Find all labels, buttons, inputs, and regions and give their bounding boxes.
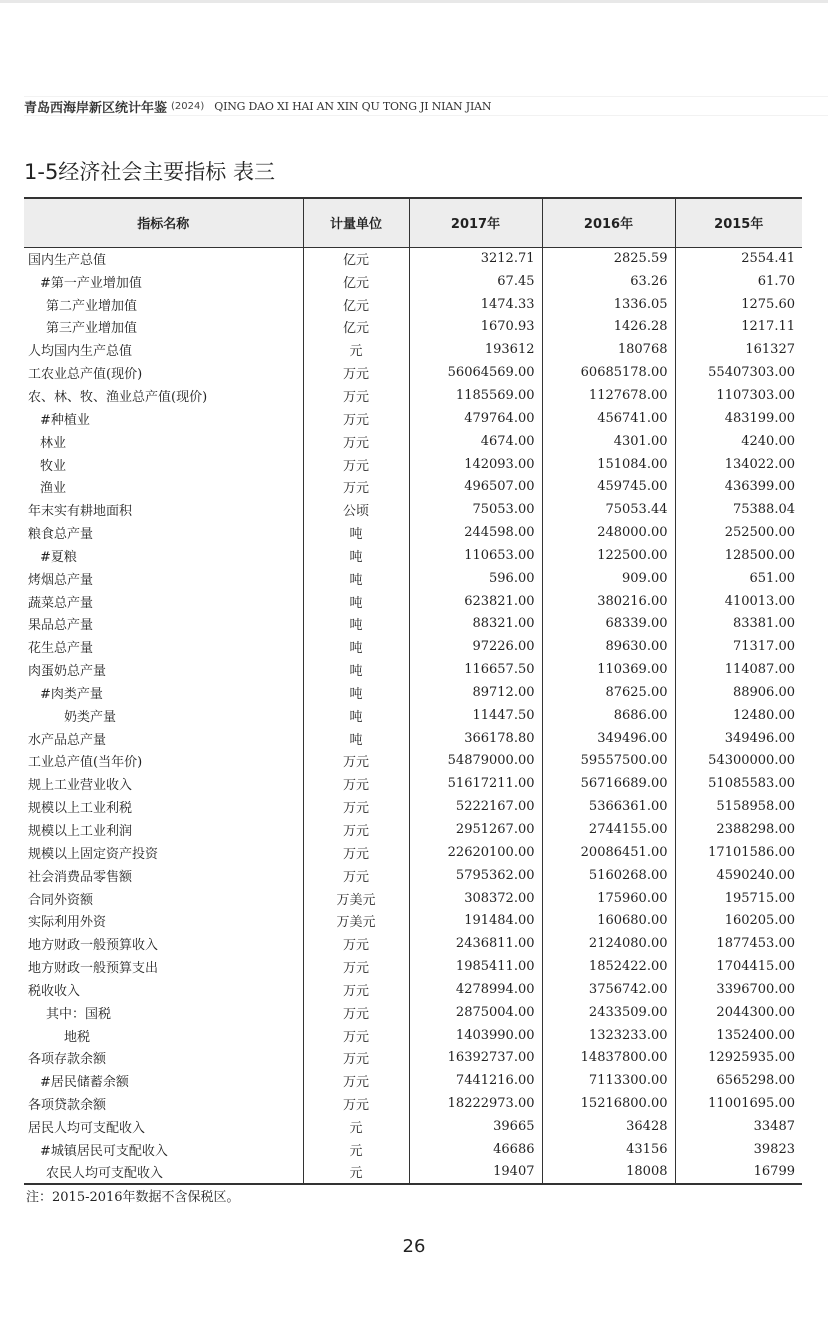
value-2016: 87625.00 bbox=[542, 681, 675, 704]
value-2017: 1474.33 bbox=[409, 293, 542, 316]
value-2017: 4674.00 bbox=[409, 430, 542, 453]
value-2016: 1323233.00 bbox=[542, 1024, 675, 1047]
indicator-name: 果品总产量 bbox=[24, 613, 303, 636]
table-row bbox=[24, 704, 802, 727]
value-2016: 18008 bbox=[542, 1161, 675, 1184]
value-2017: 191484.00 bbox=[409, 909, 542, 932]
unit-cell: 亿元 bbox=[303, 316, 409, 339]
col-header-2016: 2016年 bbox=[542, 198, 675, 247]
value-2016: 456741.00 bbox=[542, 407, 675, 430]
table-row bbox=[24, 772, 802, 795]
indicator-name: #夏粮 bbox=[24, 544, 303, 567]
unit-cell: 万美元 bbox=[303, 909, 409, 932]
page-number: 26 bbox=[402, 1236, 426, 1257]
value-2015: 483199.00 bbox=[724, 410, 795, 426]
value-2015: 349496.00 bbox=[724, 730, 795, 746]
value-2015: 410013.00 bbox=[724, 593, 795, 609]
value-2017: 496507.00 bbox=[409, 475, 542, 498]
value-2017: 51617211.00 bbox=[409, 772, 542, 795]
unit-cell: 吨 bbox=[303, 658, 409, 681]
indicator-name: 林业 bbox=[24, 430, 303, 453]
value-2017: 3212.71 bbox=[409, 247, 542, 270]
unit-cell: 万元 bbox=[303, 384, 409, 407]
value-2016: 151084.00 bbox=[542, 453, 675, 476]
value-2016: 14837800.00 bbox=[542, 1047, 675, 1070]
value-2017: 19407 bbox=[409, 1161, 542, 1184]
indicator-name: 农民人均可支配收入 bbox=[24, 1161, 303, 1184]
table-row bbox=[24, 338, 802, 361]
unit-cell: 万元 bbox=[303, 750, 409, 773]
indicator-name: 牧业 bbox=[24, 453, 303, 476]
value-2017: 4278994.00 bbox=[409, 978, 542, 1001]
indicator-name: #第一产业增加值 bbox=[24, 270, 303, 293]
indicator-name: #城镇居民可支配收入 bbox=[24, 1138, 303, 1161]
table-row bbox=[24, 384, 802, 407]
value-2017: 110653.00 bbox=[409, 544, 542, 567]
indicator-name: 工业总产值(当年价) bbox=[24, 750, 303, 773]
unit-cell: 万元 bbox=[303, 430, 409, 453]
value-2017: 2875004.00 bbox=[409, 1001, 542, 1024]
col-header-name: 指标名称 bbox=[24, 198, 303, 247]
value-2017: 5222167.00 bbox=[409, 795, 542, 818]
value-2017: 11447.50 bbox=[409, 704, 542, 727]
unit-cell: 万元 bbox=[303, 453, 409, 476]
table-row bbox=[24, 955, 802, 978]
unit-cell: 万元 bbox=[303, 1069, 409, 1092]
indicator-name: 农、林、牧、渔业总产值(现价) bbox=[24, 384, 303, 407]
yearbook-title-cn: 青岛西海岸新区统计年鉴 bbox=[24, 100, 168, 116]
value-2015: 160205.00 bbox=[724, 913, 795, 929]
col-header-unit: 计量单位 bbox=[303, 198, 409, 247]
table-row bbox=[24, 1024, 802, 1047]
value-2015: 195715.00 bbox=[724, 890, 795, 906]
indicator-name: 人均国内生产总值 bbox=[24, 338, 303, 361]
table-row bbox=[24, 795, 802, 818]
indicator-name: 其中：国税 bbox=[24, 1001, 303, 1024]
value-2015: 1107303.00 bbox=[716, 387, 795, 403]
indicator-name: 工农业总产值(现价) bbox=[24, 361, 303, 384]
value-2015: 2554.41 bbox=[741, 251, 795, 267]
value-2015: 6565298.00 bbox=[716, 1073, 795, 1089]
table-row bbox=[24, 1047, 802, 1070]
value-2015: 651.00 bbox=[749, 570, 795, 586]
table-row bbox=[24, 521, 802, 544]
value-2015: 75388.04 bbox=[732, 502, 795, 518]
value-2016: 1426.28 bbox=[542, 316, 675, 339]
col-header-2017: 2017年 bbox=[409, 198, 542, 247]
value-2017: 623821.00 bbox=[409, 590, 542, 613]
value-2016: 248000.00 bbox=[542, 521, 675, 544]
indicator-name: 粮食总产量 bbox=[24, 521, 303, 544]
unit-cell: 元 bbox=[303, 1161, 409, 1184]
value-2015: 88906.00 bbox=[732, 684, 795, 700]
table-row bbox=[24, 316, 802, 339]
value-2016: 5160268.00 bbox=[542, 864, 675, 887]
value-2016: 60685178.00 bbox=[542, 361, 675, 384]
table-row bbox=[24, 567, 802, 590]
unit-cell: 万元 bbox=[303, 1047, 409, 1070]
value-2015: 128500.00 bbox=[724, 547, 795, 563]
indicator-name: 合同外资额 bbox=[24, 887, 303, 910]
indicator-name: 水产品总产量 bbox=[24, 727, 303, 750]
value-2016: 1852422.00 bbox=[542, 955, 675, 978]
value-2015: 1704415.00 bbox=[716, 959, 795, 975]
yearbook-title-en: QING DAO XI HAI AN XIN QU TONG JI NIAN JIAN bbox=[214, 99, 492, 113]
table-row bbox=[24, 1115, 802, 1138]
table-row bbox=[24, 1138, 802, 1161]
value-2016: 75053.44 bbox=[542, 498, 675, 521]
value-2015: 4240.00 bbox=[741, 433, 795, 449]
value-2017: 67.45 bbox=[409, 270, 542, 293]
table-note: 注：2015-2016年数据不含保税区。 bbox=[26, 1190, 240, 1205]
value-2015: 161327 bbox=[745, 342, 795, 358]
value-2016: 175960.00 bbox=[542, 887, 675, 910]
table-row bbox=[24, 453, 802, 476]
value-2016: 122500.00 bbox=[542, 544, 675, 567]
unit-cell: 万元 bbox=[303, 864, 409, 887]
value-2016: 459745.00 bbox=[542, 475, 675, 498]
value-2017: 56064569.00 bbox=[409, 361, 542, 384]
value-2016: 110369.00 bbox=[542, 658, 675, 681]
value-2015: 1877453.00 bbox=[716, 936, 795, 952]
indicator-name: 规模以上工业利税 bbox=[24, 795, 303, 818]
table-body bbox=[24, 247, 802, 1184]
value-2016: 68339.00 bbox=[542, 613, 675, 636]
table-row bbox=[24, 864, 802, 887]
table-row bbox=[24, 361, 802, 384]
table-row bbox=[24, 1161, 802, 1184]
value-2015: 17101586.00 bbox=[708, 844, 795, 860]
value-2015: 12480.00 bbox=[732, 707, 795, 723]
value-2017: 54879000.00 bbox=[409, 750, 542, 773]
table-row bbox=[24, 407, 802, 430]
value-2017: 39665 bbox=[409, 1115, 542, 1138]
value-2015: 4590240.00 bbox=[716, 867, 795, 883]
value-2016: 20086451.00 bbox=[542, 841, 675, 864]
unit-cell: 万元 bbox=[303, 932, 409, 955]
table-row bbox=[24, 635, 802, 658]
value-2015: 114087.00 bbox=[724, 662, 795, 678]
yearbook-year: (2024) bbox=[171, 100, 205, 112]
unit-cell: 万元 bbox=[303, 772, 409, 795]
value-2016: 56716689.00 bbox=[542, 772, 675, 795]
value-2017: 75053.00 bbox=[409, 498, 542, 521]
value-2016: 2124080.00 bbox=[542, 932, 675, 955]
value-2016: 180768 bbox=[542, 338, 675, 361]
indicator-name: 税收收入 bbox=[24, 978, 303, 1001]
unit-cell: 吨 bbox=[303, 635, 409, 658]
value-2017: 1985411.00 bbox=[409, 955, 542, 978]
table-row bbox=[24, 818, 802, 841]
value-2015: 33487 bbox=[753, 1118, 795, 1134]
unit-cell: 万美元 bbox=[303, 887, 409, 910]
unit-cell: 吨 bbox=[303, 590, 409, 613]
table-row bbox=[24, 750, 802, 773]
running-header bbox=[24, 96, 828, 116]
indicator-name: 地方财政一般预算收入 bbox=[24, 932, 303, 955]
value-2017: 2951267.00 bbox=[409, 818, 542, 841]
value-2016: 380216.00 bbox=[542, 590, 675, 613]
value-2015: 134022.00 bbox=[724, 456, 795, 472]
indicator-name: 地方财政一般预算支出 bbox=[24, 955, 303, 978]
unit-cell: 元 bbox=[303, 338, 409, 361]
value-2015: 1275.60 bbox=[741, 296, 795, 312]
table-row bbox=[24, 681, 802, 704]
value-2017: 7441216.00 bbox=[409, 1069, 542, 1092]
value-2015: 54300000.00 bbox=[708, 753, 795, 769]
indicator-name: 规上工业营业收入 bbox=[24, 772, 303, 795]
value-2017: 479764.00 bbox=[409, 407, 542, 430]
indicator-name: #肉类产量 bbox=[24, 681, 303, 704]
indicator-name: 各项存款余额 bbox=[24, 1047, 303, 1070]
value-2016: 3756742.00 bbox=[542, 978, 675, 1001]
table-row bbox=[24, 475, 802, 498]
value-2017: 366178.80 bbox=[409, 727, 542, 750]
unit-cell: 吨 bbox=[303, 613, 409, 636]
value-2017: 308372.00 bbox=[409, 887, 542, 910]
value-2016: 909.00 bbox=[542, 567, 675, 590]
table-row bbox=[24, 247, 802, 270]
unit-cell: 吨 bbox=[303, 567, 409, 590]
value-2016: 2744155.00 bbox=[542, 818, 675, 841]
unit-cell: 公顷 bbox=[303, 498, 409, 521]
value-2016: 63.26 bbox=[542, 270, 675, 293]
value-2016: 89630.00 bbox=[542, 635, 675, 658]
unit-cell: 万元 bbox=[303, 361, 409, 384]
value-2017: 88321.00 bbox=[409, 613, 542, 636]
unit-cell: 万元 bbox=[303, 955, 409, 978]
unit-cell: 元 bbox=[303, 1138, 409, 1161]
unit-cell: 吨 bbox=[303, 544, 409, 567]
indicator-name: 地税 bbox=[24, 1024, 303, 1047]
value-2016: 7113300.00 bbox=[542, 1069, 675, 1092]
unit-cell: 亿元 bbox=[303, 270, 409, 293]
value-2015: 39823 bbox=[753, 1141, 795, 1157]
value-2015: 61.70 bbox=[757, 273, 795, 289]
indicator-name: 蔬菜总产量 bbox=[24, 590, 303, 613]
unit-cell: 亿元 bbox=[303, 293, 409, 316]
indicator-name: 年末实有耕地面积 bbox=[24, 498, 303, 521]
value-2015: 1217.11 bbox=[741, 319, 795, 335]
indicator-name: 居民人均可支配收入 bbox=[24, 1115, 303, 1138]
value-2017: 16392737.00 bbox=[409, 1047, 542, 1070]
table-row bbox=[24, 498, 802, 521]
table-row bbox=[24, 544, 802, 567]
value-2016: 4301.00 bbox=[542, 430, 675, 453]
indicator-name: 各项贷款余额 bbox=[24, 1092, 303, 1115]
value-2015: 16799 bbox=[675, 1161, 802, 1184]
indicators-table bbox=[24, 197, 802, 1185]
value-2016: 15216800.00 bbox=[542, 1092, 675, 1115]
value-2017: 596.00 bbox=[409, 567, 542, 590]
unit-cell: 万元 bbox=[303, 1001, 409, 1024]
indicator-name: 社会消费品零售额 bbox=[24, 864, 303, 887]
table-row bbox=[24, 932, 802, 955]
unit-cell: 元 bbox=[303, 1115, 409, 1138]
indicator-name: 第二产业增加值 bbox=[24, 293, 303, 316]
value-2017: 46686 bbox=[409, 1138, 542, 1161]
value-2016: 8686.00 bbox=[542, 704, 675, 727]
indicator-name: 国内生产总值 bbox=[24, 247, 303, 270]
indicator-name: #居民储蓄余额 bbox=[24, 1069, 303, 1092]
value-2015: 83381.00 bbox=[732, 616, 795, 632]
unit-cell: 万元 bbox=[303, 1092, 409, 1115]
value-2015: 71317.00 bbox=[732, 639, 795, 655]
value-2015: 1352400.00 bbox=[716, 1027, 795, 1043]
value-2017: 89712.00 bbox=[409, 681, 542, 704]
value-2017: 193612 bbox=[409, 338, 542, 361]
table-row bbox=[24, 613, 802, 636]
table-row bbox=[24, 978, 802, 1001]
unit-cell: 万元 bbox=[303, 407, 409, 430]
value-2016: 5366361.00 bbox=[542, 795, 675, 818]
value-2017: 244598.00 bbox=[409, 521, 542, 544]
table-row bbox=[24, 658, 802, 681]
indicator-name: 第三产业增加值 bbox=[24, 316, 303, 339]
table-row bbox=[24, 1092, 802, 1115]
value-2017: 1670.93 bbox=[409, 316, 542, 339]
table-row bbox=[24, 270, 802, 293]
table-row bbox=[24, 841, 802, 864]
value-2017: 2436811.00 bbox=[409, 932, 542, 955]
value-2016: 36428 bbox=[542, 1115, 675, 1138]
unit-cell: 亿元 bbox=[303, 247, 409, 270]
unit-cell: 吨 bbox=[303, 681, 409, 704]
table-row bbox=[24, 293, 802, 316]
table-row bbox=[24, 887, 802, 910]
table-row bbox=[24, 727, 802, 750]
unit-cell: 吨 bbox=[303, 727, 409, 750]
col-header-2015: 2015年 bbox=[675, 198, 802, 247]
table-row bbox=[24, 1069, 802, 1092]
indicator-name: 规模以上固定资产投资 bbox=[24, 841, 303, 864]
value-2015: 12925935.00 bbox=[708, 1050, 795, 1066]
value-2016: 2825.59 bbox=[542, 247, 675, 270]
indicator-name: 规模以上工业利润 bbox=[24, 818, 303, 841]
unit-cell: 万元 bbox=[303, 818, 409, 841]
value-2016: 349496.00 bbox=[542, 727, 675, 750]
value-2015: 51085583.00 bbox=[708, 776, 795, 792]
indicator-name: 肉蛋奶总产量 bbox=[24, 658, 303, 681]
value-2016: 59557500.00 bbox=[542, 750, 675, 773]
indicator-name: 实际利用外资 bbox=[24, 909, 303, 932]
value-2015: 2388298.00 bbox=[716, 822, 795, 838]
table-title: 1-5经济社会主要指标 表三 bbox=[24, 160, 275, 184]
unit-cell: 万元 bbox=[303, 978, 409, 1001]
unit-cell: 万元 bbox=[303, 795, 409, 818]
value-2015: 436399.00 bbox=[724, 479, 795, 495]
value-2015: 55407303.00 bbox=[708, 365, 795, 381]
value-2016: 43156 bbox=[542, 1138, 675, 1161]
table-row bbox=[24, 909, 802, 932]
value-2015: 11001695.00 bbox=[708, 1096, 795, 1112]
indicator-name: 奶类产量 bbox=[24, 704, 303, 727]
value-2016: 160680.00 bbox=[542, 909, 675, 932]
table-row bbox=[24, 430, 802, 453]
top-edge-bar bbox=[0, 0, 828, 3]
unit-cell: 吨 bbox=[303, 704, 409, 727]
value-2017: 97226.00 bbox=[409, 635, 542, 658]
value-2016: 2433509.00 bbox=[542, 1001, 675, 1024]
value-2017: 22620100.00 bbox=[409, 841, 542, 864]
value-2017: 1185569.00 bbox=[409, 384, 542, 407]
value-2016: 1127678.00 bbox=[542, 384, 675, 407]
indicator-name: 花生总产量 bbox=[24, 635, 303, 658]
table-row bbox=[24, 1001, 802, 1024]
indicator-name: #种植业 bbox=[24, 407, 303, 430]
value-2017: 1403990.00 bbox=[409, 1024, 542, 1047]
value-2015: 3396700.00 bbox=[716, 981, 795, 997]
value-2017: 5795362.00 bbox=[409, 864, 542, 887]
indicator-name: 渔业 bbox=[24, 475, 303, 498]
indicator-name: 烤烟总产量 bbox=[24, 567, 303, 590]
table-row bbox=[24, 590, 802, 613]
value-2016: 1336.05 bbox=[542, 293, 675, 316]
value-2015: 5158958.00 bbox=[716, 799, 795, 815]
unit-cell: 万元 bbox=[303, 475, 409, 498]
unit-cell: 吨 bbox=[303, 521, 409, 544]
table-header-row bbox=[24, 198, 802, 247]
unit-cell: 万元 bbox=[303, 1024, 409, 1047]
value-2017: 18222973.00 bbox=[409, 1092, 542, 1115]
value-2017: 116657.50 bbox=[409, 658, 542, 681]
value-2015: 2044300.00 bbox=[716, 1004, 795, 1020]
value-2015: 252500.00 bbox=[724, 525, 795, 541]
unit-cell: 万元 bbox=[303, 841, 409, 864]
value-2017: 142093.00 bbox=[409, 453, 542, 476]
